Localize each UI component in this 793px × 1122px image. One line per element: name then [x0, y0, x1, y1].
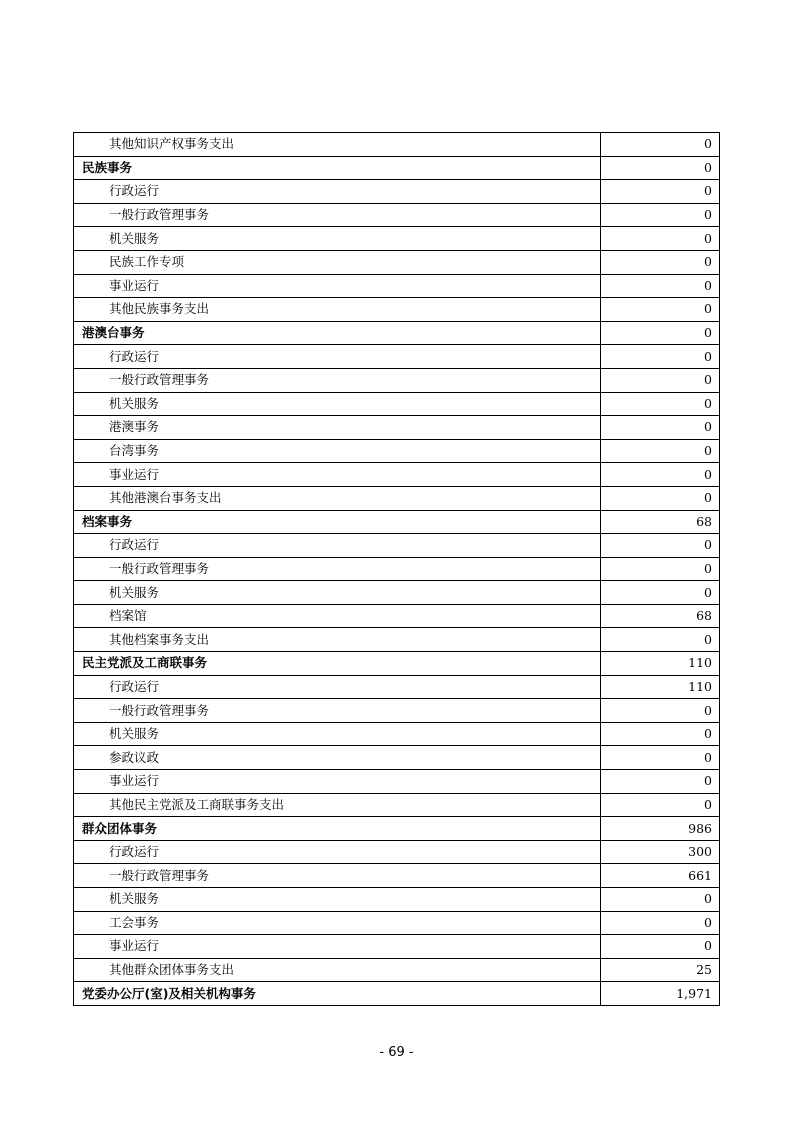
item-name: 其他群众团体事务支出 [74, 958, 601, 982]
item-name: 档案馆 [74, 604, 601, 628]
amount-cell: 0 [600, 699, 719, 723]
amount-cell: 0 [600, 581, 719, 605]
amount-cell: 0 [600, 557, 719, 581]
amount-cell: 0 [600, 746, 719, 770]
category-row [74, 510, 720, 534]
item-name: 民族工作专项 [74, 250, 601, 274]
item-row [74, 888, 720, 912]
budget-table [73, 132, 720, 1006]
amount-cell: 110 [600, 652, 719, 676]
item-name: 一般行政管理事务 [74, 699, 601, 723]
amount-cell: 0 [600, 463, 719, 487]
item-row [74, 581, 720, 605]
amount-cell: 0 [600, 250, 719, 274]
amount-cell: 25 [600, 958, 719, 982]
amount-cell: 0 [600, 793, 719, 817]
item-row [74, 628, 720, 652]
item-row [74, 392, 720, 416]
category-name: 民族事务 [74, 156, 601, 180]
amount-cell: 0 [600, 911, 719, 935]
amount-cell: 0 [600, 180, 719, 204]
amount-cell: 0 [600, 298, 719, 322]
item-row [74, 486, 720, 510]
item-row [74, 699, 720, 723]
category-name: 港澳台事务 [74, 321, 601, 345]
item-name: 行政运行 [74, 345, 601, 369]
amount-cell: 0 [600, 722, 719, 746]
page-number: - 69 - [379, 1045, 414, 1060]
amount-cell: 110 [600, 675, 719, 699]
amount-cell: 1,971 [600, 982, 719, 1006]
amount-cell: 0 [600, 321, 719, 345]
item-row [74, 203, 720, 227]
item-name: 一般行政管理事务 [74, 203, 601, 227]
item-name: 机关服务 [74, 888, 601, 912]
item-row [74, 298, 720, 322]
item-row [74, 534, 720, 558]
amount-cell: 0 [600, 534, 719, 558]
item-name: 其他民族事务支出 [74, 298, 601, 322]
amount-cell: 68 [600, 604, 719, 628]
item-row [74, 368, 720, 392]
item-name: 工会事务 [74, 911, 601, 935]
item-row [74, 345, 720, 369]
amount-cell: 0 [600, 770, 719, 794]
table-body [74, 133, 720, 1006]
item-row [74, 557, 720, 581]
item-row [74, 935, 720, 959]
item-row [74, 722, 720, 746]
amount-cell: 0 [600, 345, 719, 369]
item-row [74, 864, 720, 888]
item-name: 台湾事务 [74, 439, 601, 463]
amount-cell: 0 [600, 416, 719, 440]
category-row [74, 321, 720, 345]
item-row [74, 840, 720, 864]
item-name: 机关服务 [74, 722, 601, 746]
item-name: 行政运行 [74, 180, 601, 204]
item-name: 一般行政管理事务 [74, 368, 601, 392]
amount-cell: 661 [600, 864, 719, 888]
item-row [74, 770, 720, 794]
item-name: 行政运行 [74, 675, 601, 699]
item-name: 行政运行 [74, 840, 601, 864]
item-row [74, 416, 720, 440]
item-name: 其他港澳台事务支出 [74, 486, 601, 510]
item-row [74, 439, 720, 463]
amount-cell: 0 [600, 486, 719, 510]
amount-cell: 0 [600, 203, 719, 227]
item-row [74, 180, 720, 204]
category-row [74, 982, 720, 1006]
amount-cell: 0 [600, 133, 719, 157]
item-row [74, 463, 720, 487]
amount-cell: 300 [600, 840, 719, 864]
item-name: 一般行政管理事务 [74, 864, 601, 888]
amount-cell: 0 [600, 227, 719, 251]
category-name: 档案事务 [74, 510, 601, 534]
item-name: 事业运行 [74, 770, 601, 794]
amount-cell: 0 [600, 888, 719, 912]
category-row [74, 156, 720, 180]
item-name: 事业运行 [74, 274, 601, 298]
item-row [74, 274, 720, 298]
item-row [74, 675, 720, 699]
amount-cell: 0 [600, 274, 719, 298]
item-row [74, 958, 720, 982]
amount-cell: 986 [600, 817, 719, 841]
item-name: 一般行政管理事务 [74, 557, 601, 581]
item-row [74, 911, 720, 935]
amount-cell: 0 [600, 439, 719, 463]
item-row [74, 793, 720, 817]
amount-cell: 0 [600, 156, 719, 180]
amount-cell: 0 [600, 935, 719, 959]
item-row [74, 250, 720, 274]
amount-cell: 68 [600, 510, 719, 534]
item-name: 行政运行 [74, 534, 601, 558]
item-name: 机关服务 [74, 227, 601, 251]
amount-cell: 0 [600, 368, 719, 392]
category-name: 党委办公厅(室)及相关机构事务 [74, 982, 601, 1006]
item-name: 机关服务 [74, 392, 601, 416]
item-name: 其他民主党派及工商联事务支出 [74, 793, 601, 817]
item-name: 其他知识产权事务支出 [74, 133, 601, 157]
category-row [74, 652, 720, 676]
item-row [74, 604, 720, 628]
item-name: 事业运行 [74, 935, 601, 959]
item-row [74, 133, 720, 157]
category-name: 民主党派及工商联事务 [74, 652, 601, 676]
item-row [74, 746, 720, 770]
item-name: 参政议政 [74, 746, 601, 770]
item-name: 港澳事务 [74, 416, 601, 440]
category-name: 群众团体事务 [74, 817, 601, 841]
amount-cell: 0 [600, 392, 719, 416]
item-name: 其他档案事务支出 [74, 628, 601, 652]
item-name: 事业运行 [74, 463, 601, 487]
amount-cell: 0 [600, 628, 719, 652]
item-row [74, 227, 720, 251]
category-row [74, 817, 720, 841]
item-name: 机关服务 [74, 581, 601, 605]
